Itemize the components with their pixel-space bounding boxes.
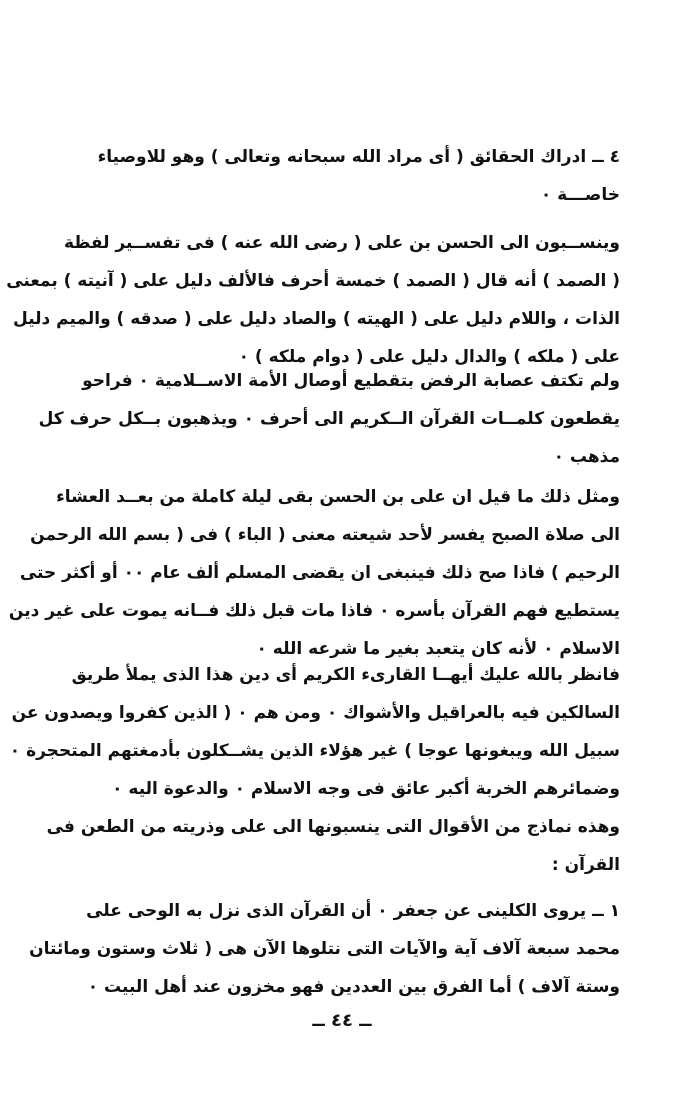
page-number: ــ ٤٤ ــ xyxy=(312,1010,372,1031)
text-line: ومثل ذلك ما قيل ان على بن الحسن بقى ليلة كاملة من بعــد العشاء xyxy=(56,487,620,507)
text-line: خاصـــة ٠ xyxy=(540,185,620,205)
text-line: الذات ، واللام دليل على ( الهيته ) والصاد دليل على ( صدقه ) والميم دليل xyxy=(13,309,620,329)
text-line: الى صلاة الصبح يفسر لأحد شيعته معنى ( الباء ) فى ( بسم الله الرحمن xyxy=(30,525,620,545)
text-line: وضمائرهم الخربة أكبر عائق فى وجه الاسلام ٠ والدعوة اليه ٠ xyxy=(112,779,620,799)
paragraph-1 xyxy=(52,138,620,214)
text-line: ١ ــ يروى الكلينى عن جعفر ٠ أن القرآن الذى نزل به الوحى على xyxy=(86,901,620,921)
text-line: وينســبون الى الحسن بن على ( رضى الله عنه ) فى تفســير لفظة xyxy=(64,233,620,253)
text-line: مذهب ٠ xyxy=(553,447,620,467)
text-line: الاسلام ٠ لأنه كان يتعبد بغير ما شرعه الله ٠ xyxy=(256,639,620,659)
text-line: فانظر بالله عليك أيهــا القارىء الكريم أى دين هذا الذى يملأ طريق xyxy=(71,665,620,685)
text-line: على ( ملكه ) والدال دليل على ( دوام ملكه ) ٠ xyxy=(238,347,620,367)
text-line: محمد سبعة آلاف آية والآيات التى نتلوها الآن هى ( ثلاث وستون ومائتان xyxy=(29,939,620,959)
text-line: وستة آلاف ) أما الفرق بين العددين فهو مخزون عند أهل البيت ٠ xyxy=(87,977,620,997)
text-line: ٤ ــ ادراك الحقائق ( أى مراد الله سبحانه وتعالى ) وهو للاوصياء xyxy=(97,147,620,167)
text-line: سبيل الله ويبغونها عوجا ) غير هؤلاء الذين يشــكلون بأدمغتهم المتحجرة ٠ xyxy=(9,741,620,761)
text-line: ( الصمد ) أنه قال ( الصمد ) خمسة أحرف فالألف دليل على ( آنيته ) بمعنى xyxy=(6,271,620,291)
paragraph-7 xyxy=(29,892,620,1006)
paragraph-4 xyxy=(8,478,620,668)
paragraph-6 xyxy=(46,808,620,884)
text-line: وهذه نماذج من الأقوال التى ينسبونها الى على وذريته من الطعن فى xyxy=(46,817,620,837)
text-line: السالكين فيه بالعراقيل والأشواك ٠ ومن هم ٠ ( الذين كفروا ويصدون عن xyxy=(11,703,620,723)
text-line: الرحيم ) فاذا صح ذلك فينبغى ان يقضى المسلم ألف عام ٠٠ أو أكثر حتى xyxy=(19,563,620,583)
text-line: القرآن : xyxy=(551,855,620,875)
text-line: ولم تكتف عصابة الرفض بتقطيع أوصال الأمة الاســلامية ٠ فراحو xyxy=(82,371,620,391)
paragraph-5 xyxy=(9,656,620,808)
paragraph-3 xyxy=(38,362,620,476)
paragraph-2 xyxy=(6,224,620,376)
text-line: يستطيع فهم القرآن بأسره ٠ فاذا مات قبل ذلك فــانه يموت على غير دين xyxy=(8,601,620,621)
text-line: يقطعون كلمــات القرآن الــكريم الى أحرف ٠ ويذهبون بــكل حرف كل xyxy=(38,409,620,429)
